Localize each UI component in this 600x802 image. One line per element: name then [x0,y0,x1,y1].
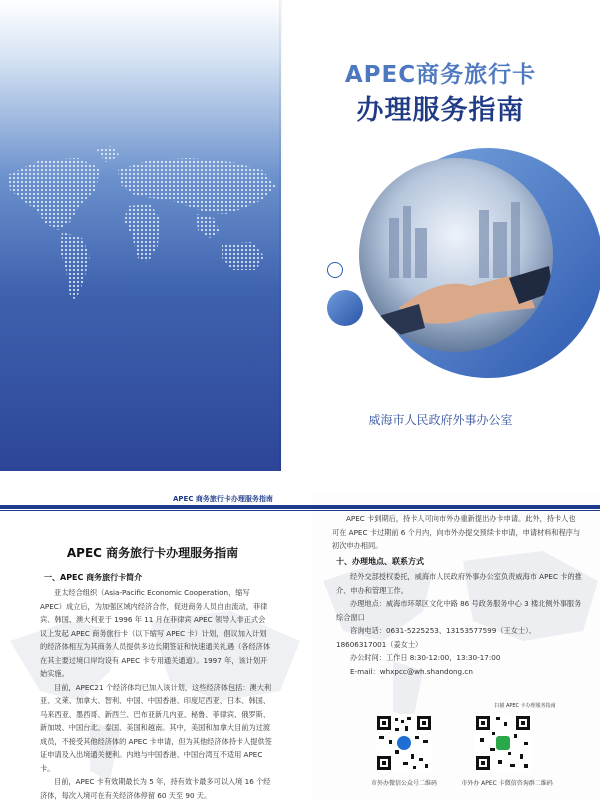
section1-paragraph: 目前，APEC 卡有效期最长为 5 年，持有效卡最多可以入境 16 个经济体，每次入境可在有关经济体停留 60 天至 90 天。 [40,777,271,800]
qr-right-caption: 市外办 APEC 卡微信咨询群二维码 [461,780,553,787]
cover-title-line1: APEC商务旅行卡 [344,62,537,88]
qr-left-caption: 市外办微信公众号二维码 [370,780,437,787]
right-paragraph: APEC 卡到期后，持卡人可向市外办重新提出办卡申请。此外，持卡人也可在 APEC 卡过期前 6 个月内，向市外办提交预续卡申请，申请材料和程序与初次申办相同。 [332,514,581,550]
section1-paragraph: 亚太经合组织（Asia-Pacific Economic Cooperation，缩写 APEC）成立后，为加强区域内经济合作，促进商务人员自由流动，菲律宾、韩国、澳大利亚于 1996 年 11 月在菲律宾 APEC 领导人非正式会议上发起 APEC 商务旅行卡（以下缩写 APEC 卡）计划，倡议加入计划的经济体相互为其商务人员提供多边长期签证和快速通关礼遇（各经济体在其主要过境口岸均设有 APEC 卡专用通关通道）。1997 年，该计划开始实施。 [40,588,271,678]
world-map-dots [0,0,281,471]
right-top-text [332,512,582,553]
contact-line: 咨询电话：0631-5225253、13153577599（王女士）、18606317001（姜女士） [336,626,536,649]
cover-organization: 威海市人民政府外事办公室 [368,413,513,427]
contact-block [336,570,586,678]
skyline-handshake-illustration [359,158,553,352]
section1-heading: 一、APEC 商务旅行卡简介 [44,573,143,582]
running-header: APEC 商务旅行卡办理服务指南 [170,494,276,504]
qr-header: 扫描 APEC 卡办理服务指南 [494,703,556,709]
contact-line: 办理地点：威海市环翠区文化中路 86 号政务服务中心 3 楼北侧外事服务综合窗口 [336,599,582,622]
section1-body [40,586,272,802]
cover-title-line2: 办理服务指南 [356,95,525,126]
contact-line: 经外交部授权委托，威海市人民政府外事办公室负责威海市 APEC 卡的推介、申办和管理工作。 [336,572,582,595]
qr-code-wechat-account[interactable] [375,714,433,772]
header-band-line [0,510,600,511]
small-blue-circle [327,290,363,326]
cover-left-panel [0,0,281,471]
small-outline-circle [327,262,343,278]
handshake-photo [359,158,553,352]
section1-paragraph: 目前，APEC21 个经济体均已加入该计划，这些经济体包括：澳大利亚、文莱、加拿大、智利、中国、中国香港、印度尼西亚、日本、韩国、马来西亚、墨西哥、新西兰、巴布亚新几内亚、秘鲁、菲律宾、俄罗斯、新加坡、中国台北、泰国、美国和越南。其中，美国和加拿大目前为过渡成员，不接受其他经济体的 APEC 卡申请，但为其他经济体持卡人提供签证申请及入出境通关便利。内地与中国香港、中国台湾互不适用 APEC 卡。 [40,682,272,773]
section10-heading: 十、办理地点、联系方式 [336,557,424,566]
brochure-fold [279,0,283,471]
document-title: APEC 商务旅行卡办理服务指南 [66,546,239,560]
header-band [0,505,600,509]
cover-right-panel [281,0,600,471]
contact-line: E-mail：whxpcc@wh.shandong.cn [350,666,473,676]
contact-line: 办公时间：工作日 8:30-12:00，13:30-17:00 [350,653,501,662]
qr-code-wechat-group[interactable] [474,714,532,772]
